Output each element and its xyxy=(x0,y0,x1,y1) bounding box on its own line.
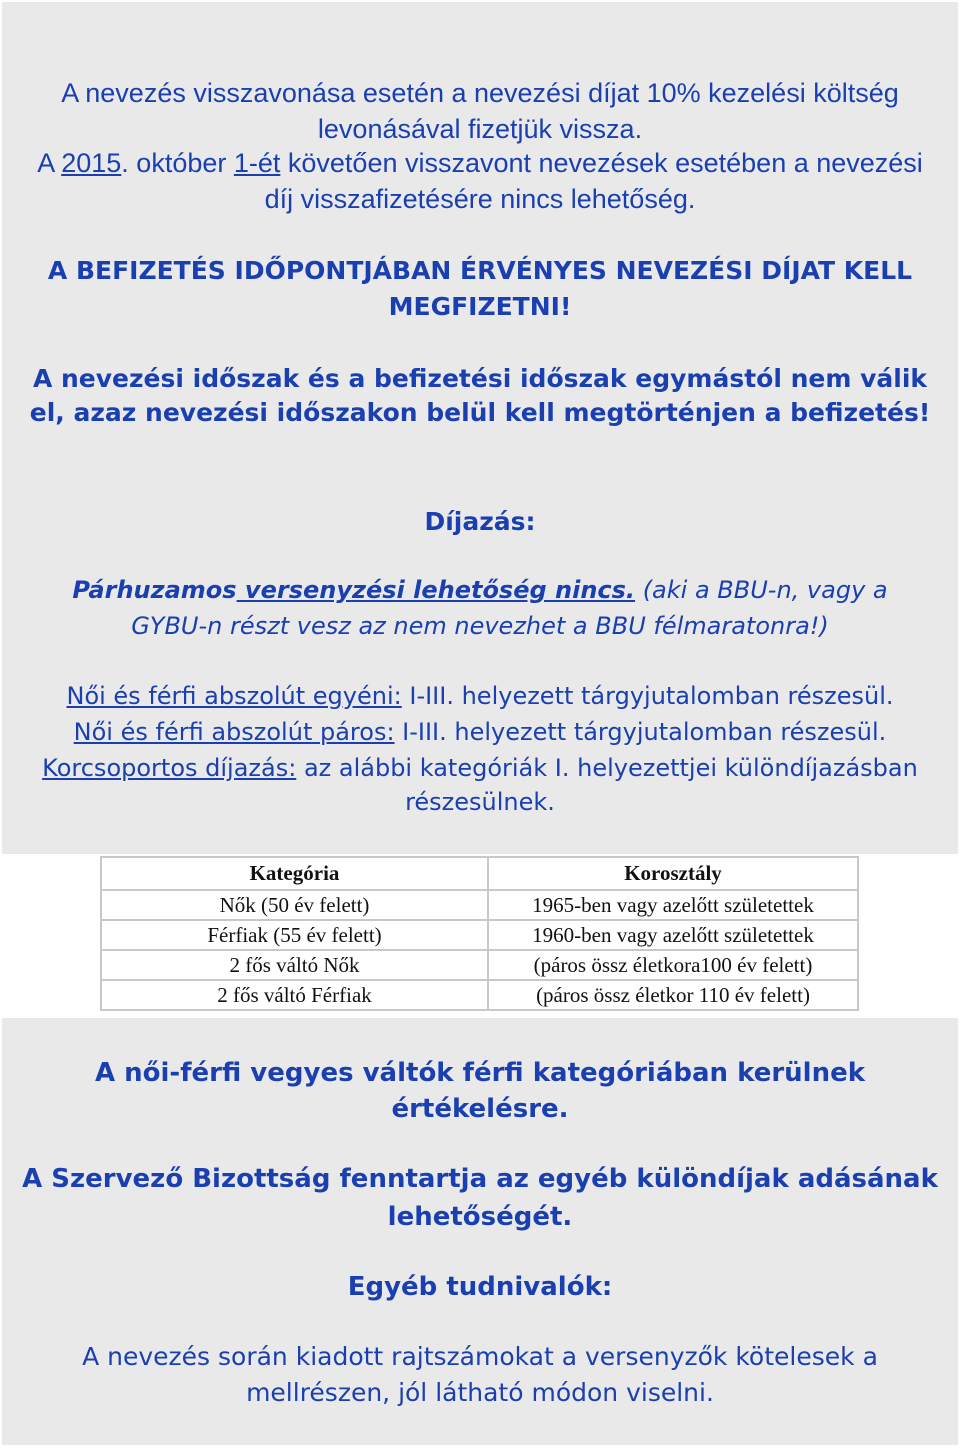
refund-notice-prefix: A xyxy=(37,148,62,178)
awards-heading: Díjazás: xyxy=(424,507,536,536)
other-info-line-1: A nevezés során kiadott rajtszámokat a versenyzők kötelesek a xyxy=(82,1342,878,1371)
award-pairs-label: Női és férfi abszolút páros: xyxy=(73,718,395,746)
category-table xyxy=(100,856,859,1011)
table-header-age-group: Korosztály xyxy=(488,857,858,890)
fee-warning-line-2: MEGFIZETNI! xyxy=(388,292,572,321)
table-cell-age-group: (páros össz életkora100 év felett) xyxy=(488,950,858,980)
award-age-group-text: az alábbi kategóriák I. helyezettjei különdíjazásban xyxy=(296,754,918,782)
mixed-relay-line-2: értékelésre. xyxy=(391,1094,569,1124)
table-cell-category: 2 fős váltó Férfiak xyxy=(101,980,488,1010)
table-row xyxy=(101,920,858,950)
table-cell-category: Nők (50 év felett) xyxy=(101,890,488,920)
award-age-group-line-2: részesülnek. xyxy=(405,788,555,816)
parallel-entry-line-1 xyxy=(0,576,960,604)
committee-line-1: A Szervező Bizottság fenntartja az egyéb különdíjak adásának xyxy=(22,1164,938,1194)
fee-warning-line-1: A BEFIZETÉS IDŐPONTJÁBAN ÉRVÉNYES NEVEZÉSI DÍJAT KELL xyxy=(47,256,913,285)
refund-year-link[interactable]: 2015 xyxy=(61,148,122,178)
award-individual-label: Női és férfi abszolút egyéni: xyxy=(66,682,402,710)
award-pairs xyxy=(0,718,960,746)
parallel-entry-bold-b: versenyzési lehetőség nincs. xyxy=(236,576,636,604)
award-pairs-text: I-III. helyezett tárgyjutalomban részesül. xyxy=(394,718,887,746)
table-cell-category: 2 fős váltó Nők xyxy=(101,950,488,980)
table-row xyxy=(101,890,858,920)
parallel-entry-bold-a: Párhuzamos xyxy=(72,576,237,604)
refund-notice-month: . október xyxy=(121,148,234,178)
refund-notice-line-4: díj visszafizetésére nincs lehetőség. xyxy=(264,184,696,214)
table-cell-age-group: 1965-ben vagy azelőtt születettek xyxy=(488,890,858,920)
refund-notice-line-3 xyxy=(0,148,960,179)
award-age-group xyxy=(0,754,960,782)
table-row xyxy=(101,950,858,980)
refund-notice-suffix: követően visszavont nevezések esetében a nevezési xyxy=(280,148,923,178)
table-header-row xyxy=(101,857,858,890)
table-cell-age-group: 1960-ben vagy azelőtt születettek xyxy=(488,920,858,950)
award-age-group-label: Korcsoportos díjazás: xyxy=(42,754,297,782)
refund-date-link[interactable]: 1-ét xyxy=(233,148,281,178)
period-warning-line-2: el, azaz nevezési időszakon belül kell megtörténjen a befizetés! xyxy=(29,398,931,427)
parallel-entry-line-2: GYBU-n részt vesz az nem nevezhet a BBU félmaratonra!) xyxy=(131,612,829,640)
table-row xyxy=(101,980,858,1010)
table-cell-category: Férfiak (55 év felett) xyxy=(101,920,488,950)
period-warning-line-1: A nevezési időszak és a befizetési időszak egymástól nem válik xyxy=(32,364,928,393)
mixed-relay-line-1: A női-férfi vegyes váltók férfi kategóriában kerülnek xyxy=(94,1058,866,1088)
refund-notice-line-2: levonásával fizetjük vissza. xyxy=(317,114,643,144)
other-info-line-2: mellrészen, jól látható módon viselni. xyxy=(246,1378,714,1407)
refund-notice-line-1: A nevezés visszavonása esetén a nevezési díjat 10% kezelési költség xyxy=(61,78,899,108)
other-info-heading: Egyéb tudnivalók: xyxy=(347,1272,613,1302)
committee-line-2: lehetőségét. xyxy=(387,1202,573,1232)
parallel-entry-note-a: (aki a BBU-n, vagy a xyxy=(635,576,888,604)
award-individual-text: I-III. helyezett tárgyjutalomban részesül. xyxy=(401,682,894,710)
award-individual xyxy=(0,682,960,710)
table-header-category: Kategória xyxy=(101,857,488,890)
table-cell-age-group: (páros össz életkor 110 év felett) xyxy=(488,980,858,1010)
